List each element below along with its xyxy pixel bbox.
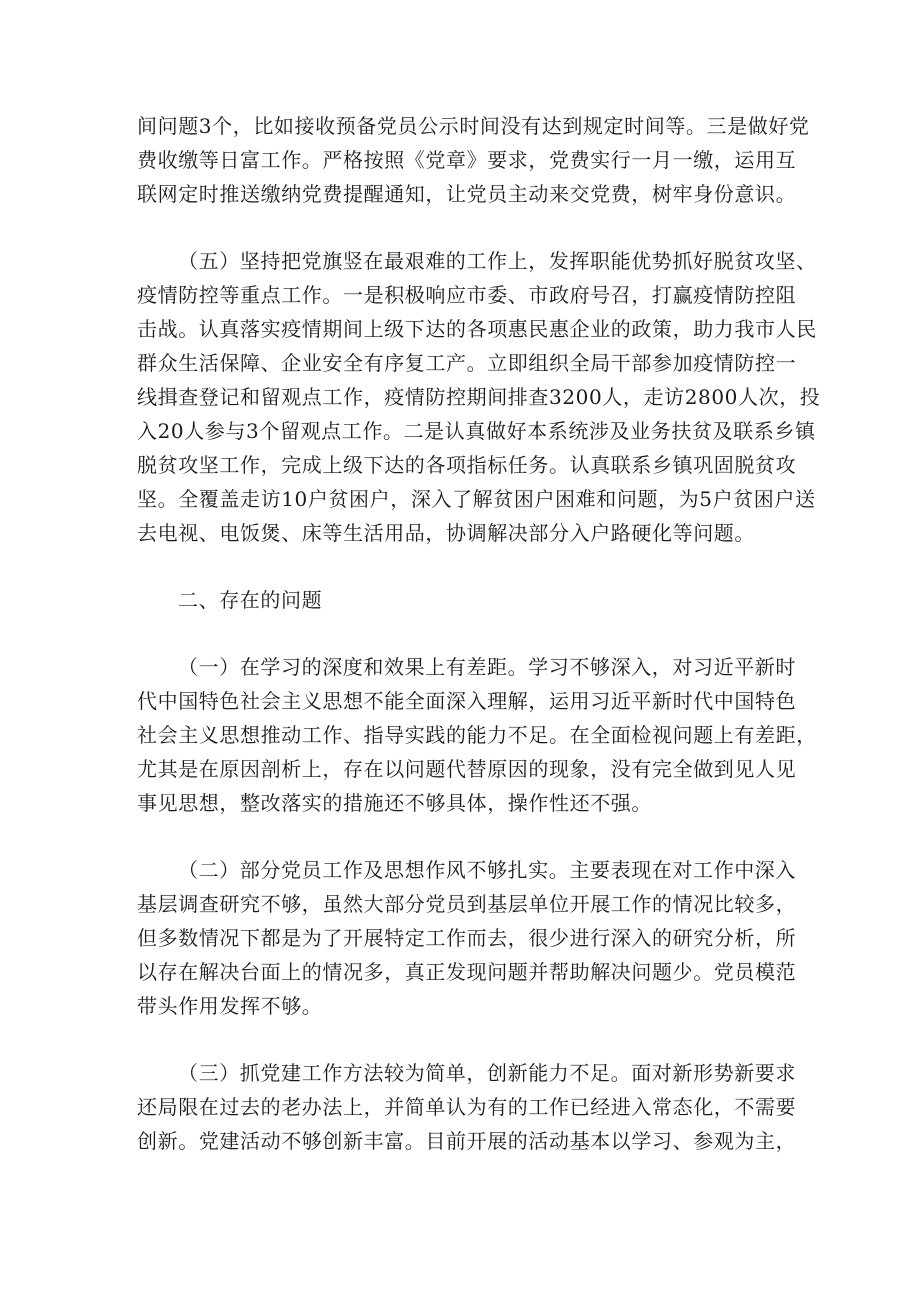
text-line: 脱贫攻坚工作，完成上级下达的各项指标任务。认真联系乡镇巩固脱贫攻 <box>137 453 797 477</box>
text-line: 基层调查研究不够，虽然大部分党员到基层单位开展工作的情况比较多， <box>137 892 797 916</box>
paragraph-section-five <box>137 244 821 550</box>
text-line: 还局限在过去的老办法上，并简单认为有的工作已经进入常态化，不需要 <box>137 1095 797 1119</box>
paragraph-party-fee-work <box>137 109 810 211</box>
paragraph-problem-one <box>137 650 817 820</box>
text-line: （一）在学习的深度和效果上有差距。学习不够深入，对习近平新时 <box>178 655 796 679</box>
paragraph-problem-three <box>137 1056 797 1158</box>
text-line: 创新。党建活动不够创新丰富。目前开展的活动基本以学习、参观为主， <box>137 1129 797 1153</box>
text-line: 以存在解决台面上的情况多，真正发现问题并帮助解决问题少。党员模范 <box>137 960 797 984</box>
document-body <box>137 109 821 1158</box>
text-line: 入20人参与3个留观点工作。二是认真做好本系统涉及业务扶贫及联系乡镇 <box>137 419 816 443</box>
text-line: 代中国特色社会主义思想不能全面深入理解，运用习近平新时代中国特色 <box>137 689 797 713</box>
text-line: 带头作用发挥不够。 <box>137 994 323 1018</box>
text-line: 线揖查登记和留观点工作，疫情防控期间排查3200人，走访2800人次，投 <box>137 385 821 409</box>
text-line: 坚。全覆盖走访10户贫困户，深入了解贫困户困难和问题，为5户贫困户送 <box>137 487 816 511</box>
text-line: 费收缴等日富工作。严格按照《党章》要求，党费实行一月一缴，运用互 <box>137 148 797 172</box>
text-line: 击战。认真落实疫情期间上级下达的各项惠民惠企业的政策，助力我市人民 <box>137 317 817 341</box>
text-line: 但多数情况下都是为了开展特定工作而去，很少进行深入的研究分析，所 <box>137 926 797 950</box>
text-line: 疫情防控等重点工作。一是积极响应市委、市政府号召，打赢疫情防控阻 <box>137 283 797 307</box>
text-line: 间问题3个，比如接收预备党员公示时间没有达到规定时间等。三是做好党 <box>137 114 810 138</box>
heading-text: 二、存在的问题 <box>178 588 323 612</box>
text-line: 去电视、电饭煲、床等生活用品，协调解决部分入户路硬化等问题。 <box>137 521 755 545</box>
section-heading <box>137 583 797 617</box>
text-line: 尤其是在原因剖析上，存在以问题代替原因的现象，没有完全做到见人见 <box>137 757 797 781</box>
text-line: 联网定时推送缴纳党费提醒通知，让党员主动来交党费，树牢身份意识。 <box>137 182 797 206</box>
text-line: （五）坚持把党旗竖在最艰难的工作上，发挥职能优势抓好脱贫攻坚、 <box>178 249 817 273</box>
text-line: （三）抓党建工作方法较为简单，创新能力不足。面对新形势新要求 <box>178 1061 796 1085</box>
text-line: 社会主义思想推动工作、指导实践的能力不足。在全面检视问题上有差距， <box>137 723 817 747</box>
paragraph-problem-two <box>137 853 797 1023</box>
text-line: 群众生活保障、企业安全有序复工产。立即组织全局干部参加疫情防控一 <box>137 351 797 375</box>
text-line: 事见思想，整改落实的措施还不够具体，操作性还不强。 <box>137 791 652 815</box>
text-line: （二）部分党员工作及思想作风不够扎实。主要表现在对工作中深入 <box>178 858 796 882</box>
